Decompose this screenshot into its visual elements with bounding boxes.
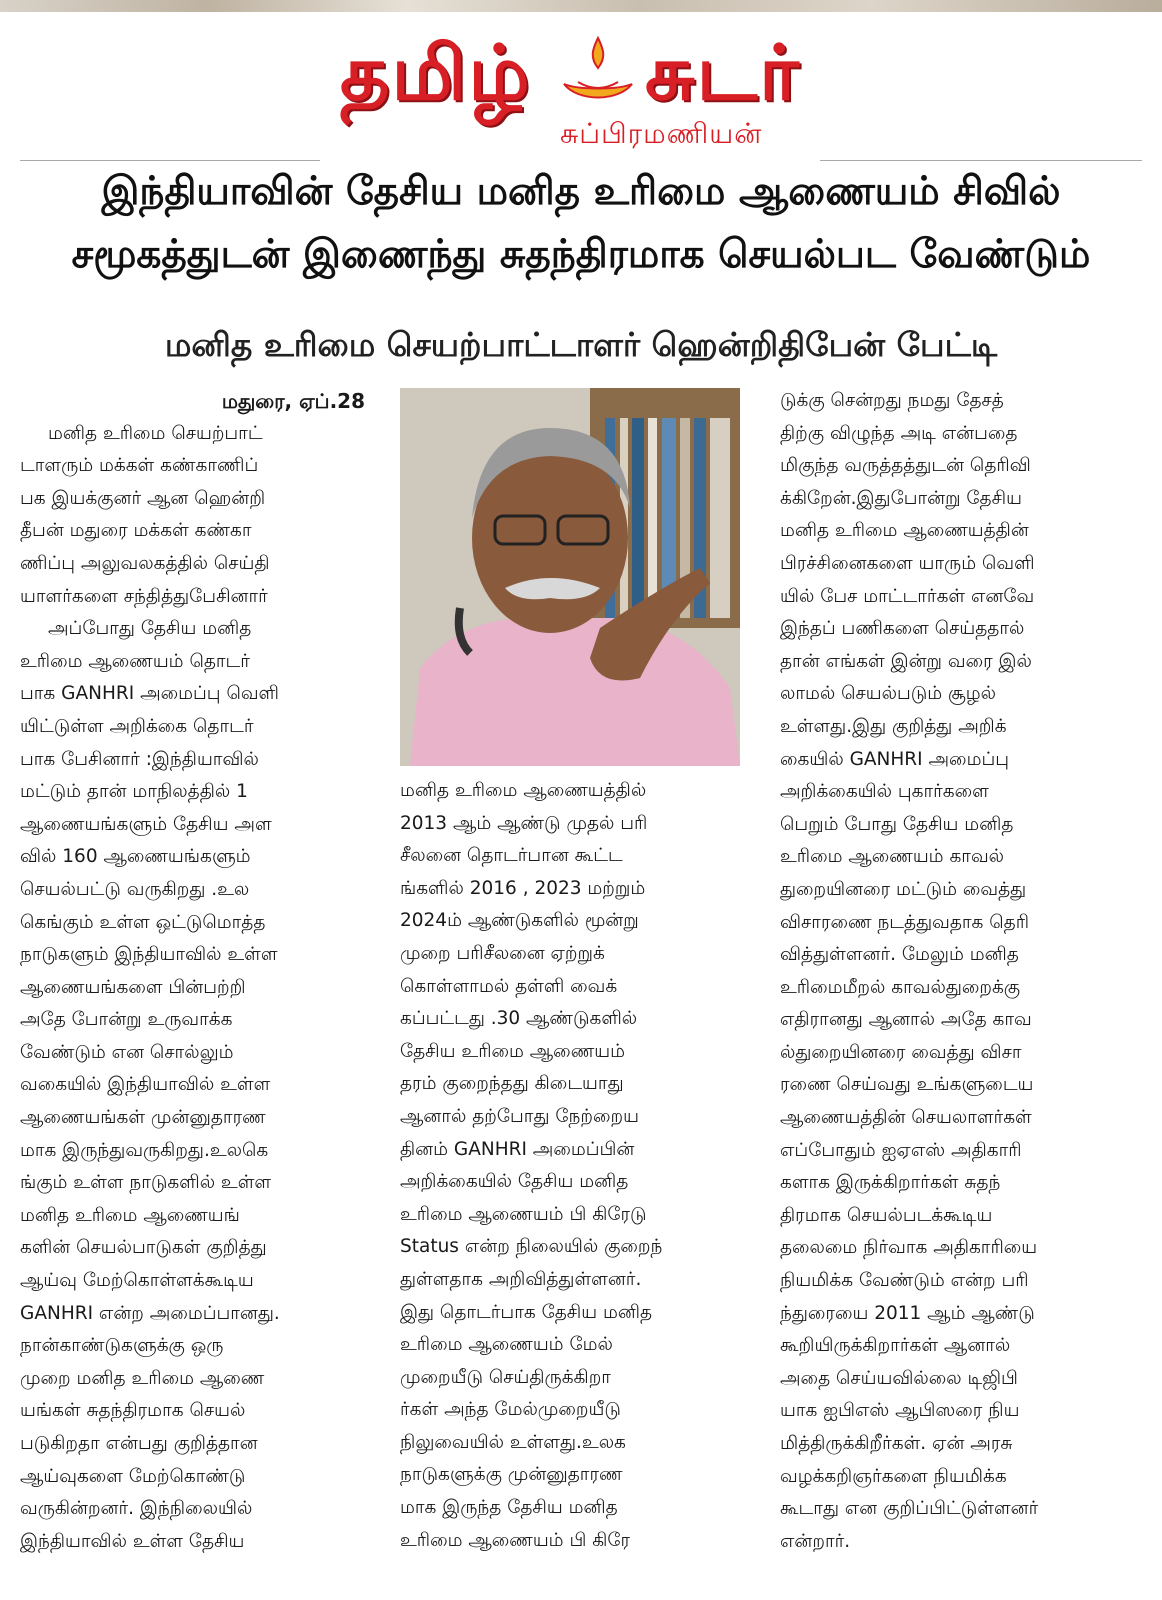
text-line: பக இயக்குனர் ஆன ஹென்றி bbox=[20, 487, 266, 509]
column-2-lines bbox=[400, 775, 745, 1557]
text-line: மனித உரிமை செயற்பாட் bbox=[48, 422, 263, 444]
text-line: வழக்கறிஞர்களை நியமிக்க bbox=[780, 1465, 1007, 1487]
text-line: நியமிக்க வேண்டும் என்ற பரி bbox=[780, 1270, 1029, 1292]
text-line: யாக ஐபிஎஸ் ஆபிஸரை நிய bbox=[780, 1400, 1020, 1422]
text-line: முறை மனித உரிமை ஆணை bbox=[20, 1367, 265, 1389]
text-line: கையில் GANHRI அமைப்பு bbox=[780, 748, 1009, 770]
text-line: தரம் குறைந்தது கிடையாது bbox=[400, 1073, 624, 1095]
text-line: துறையினரை மட்டும் வைத்து bbox=[780, 878, 1027, 900]
text-line: க்கிறேன்.இதுபோன்று தேசிய bbox=[780, 487, 1022, 509]
text-line: யிட்டுள்ள அறிக்கை தொடர் bbox=[20, 715, 254, 737]
text-line: 2013 ஆம் ஆண்டு முதல் பரி bbox=[400, 812, 648, 834]
text-line: வருகின்றனர். இந்நிலையில் bbox=[20, 1498, 253, 1520]
text-line: ரணை செய்வது உங்களுடைய bbox=[780, 1074, 1034, 1096]
text-line: ந்துரையை 2011 ஆம் ஆண்டு bbox=[780, 1302, 1035, 1324]
text-line: வில் 160 ஆணையங்களும் bbox=[20, 846, 251, 868]
text-line: தினம் GANHRI அமைப்பின் bbox=[400, 1138, 635, 1160]
text-line: உரிமைமீறல் காவல்துறைக்கு bbox=[780, 976, 1021, 998]
text-line: என்றார். bbox=[780, 1530, 851, 1552]
text-line: மாக இருந்துவருகிறது.உலகெ bbox=[20, 1139, 269, 1161]
article-column-3 bbox=[780, 385, 1125, 1558]
text-line: ங்களில் 2016 , 2023 மற்றும் bbox=[400, 877, 646, 899]
text-line: ஆணையங்கள் முன்னுதாரண bbox=[20, 1107, 266, 1129]
oil-lamp-icon bbox=[558, 32, 638, 112]
text-line: ங்கும் உள்ள நாடுகளில் உள்ள bbox=[20, 1172, 272, 1194]
text-line: தான் எங்கள் இன்று வரை இல் bbox=[780, 650, 1032, 672]
article-headline bbox=[10, 160, 1152, 286]
text-line: பாக பேசினார் :இந்தியாவில் bbox=[20, 748, 259, 770]
text-line: நிலுவையில் உள்ளது.உலக bbox=[400, 1431, 626, 1453]
text-line: அப்போது தேசிய மனித bbox=[48, 618, 252, 640]
text-line: அறிக்கையில் புகார்களை bbox=[780, 781, 989, 803]
text-line: எதிரானது ஆனால் அதே காவ bbox=[780, 1009, 1032, 1031]
text-line: யாளர்களை சந்தித்துபேசினார் bbox=[20, 585, 268, 607]
text-line: Status என்ற நிலையில் குறைந் bbox=[400, 1236, 663, 1258]
text-line: ர்கள் அந்த மேல்முறையீடு bbox=[400, 1399, 621, 1421]
text-line: ல்துறையினரை வைத்து விசா bbox=[780, 1041, 1022, 1063]
text-line: லாமல் செயல்படும் சூழல் bbox=[780, 683, 997, 705]
text-line: நான்காண்டுகளுக்கு ஒரு bbox=[20, 1335, 224, 1357]
text-line: வித்துள்ளனர். மேலும் மனித bbox=[780, 944, 1019, 966]
text-line: திற்கு விழுந்த அடி என்பதை bbox=[780, 422, 1018, 444]
text-line: மட்டும் தான் மாநிலத்தில் 1 bbox=[20, 781, 248, 803]
text-line: துள்ளதாக அறிவித்துள்ளனர். bbox=[400, 1268, 642, 1290]
headline-line-1: இந்தியாவின் தேசிய மனித உரிமை ஆணையம் சிவில் bbox=[101, 169, 1061, 214]
text-line: உரிமை ஆணையம் பி கிரே bbox=[400, 1529, 631, 1551]
article-column-2 bbox=[400, 775, 745, 1557]
text-line: தீபன் மதுரை மக்கள் கண்கா bbox=[20, 520, 252, 542]
text-line: ஆணையத்தின் செயலாளர்கள் bbox=[780, 1107, 1032, 1129]
text-line: அதை செய்யவில்லை டிஜிபி bbox=[780, 1367, 1018, 1389]
text-line: உரிமை ஆணையம் காவல் bbox=[780, 846, 1005, 868]
text-line: கப்பட்டது .30 ஆண்டுகளில் bbox=[400, 1008, 638, 1030]
text-line: விசாரணை நடத்துவதாக தெரி bbox=[780, 911, 1030, 933]
text-line: மனித உரிமை ஆணையத்தின் bbox=[780, 520, 1029, 542]
text-line: ணிப்பு அலுவலகத்தில் செய்தி bbox=[20, 552, 270, 574]
text-line: GANHRI என்ற அமைப்பானது. bbox=[20, 1302, 280, 1324]
text-line: இது தொடர்பாக தேசிய மனித bbox=[400, 1301, 653, 1323]
text-line: தலைமை நிர்வாக அதிகாரியை bbox=[780, 1237, 1038, 1259]
column-3-lines bbox=[780, 385, 1125, 1558]
text-line: நாடுகளுக்கு முன்னுதாரண bbox=[400, 1464, 623, 1486]
text-line: பெறும் போது தேசிய மனித bbox=[780, 813, 1014, 835]
text-line: இந்தப் பணிகளை செய்ததால் bbox=[780, 618, 1025, 640]
text-line: வேண்டும் என சொல்லும் bbox=[20, 1041, 234, 1063]
text-line: இந்தியாவில் உள்ள தேசிய bbox=[20, 1530, 245, 1552]
article-subhead: மனித உரிமை செயற்பாட்டாளர் ஹென்றிதிபேன் பேட்டி bbox=[164, 325, 998, 364]
text-line: உரிமை ஆணையம் மேல் bbox=[400, 1334, 613, 1356]
text-line: கூடாது என குறிப்பிட்டுள்ளனர் bbox=[780, 1498, 1039, 1520]
text-line: முறையீடு செய்திருக்கிறா bbox=[400, 1366, 611, 1388]
text-line: உரிமை ஆணையம் தொடர் bbox=[20, 650, 250, 672]
text-line: பாக GANHRI அமைப்பு வெளி bbox=[20, 683, 279, 705]
dateline: மதுரை, ஏப்.28 bbox=[221, 389, 365, 413]
text-line: மனித உரிமை ஆணையங் bbox=[20, 1204, 240, 1226]
text-line: டுக்கு சென்றது நமது தேசத் bbox=[780, 390, 1004, 411]
text-line: சீலனை தொடர்பான கூட்ட bbox=[400, 845, 623, 867]
masthead-subtitle: சுப்பிரமணியன் bbox=[560, 117, 763, 150]
text-line: எப்போதும் ஐஏஎஸ் அதிகாரி bbox=[780, 1139, 1022, 1161]
text-line: ஆணையங்களும் தேசிய அள bbox=[20, 813, 272, 835]
text-line: உரிமை ஆணையம் பி கிரேடு bbox=[400, 1203, 647, 1225]
text-line: நாடுகளும் இந்தியாவில் உள்ள bbox=[20, 944, 278, 966]
text-line: களின் செயல்பாடுகள் குறித்து bbox=[20, 1237, 267, 1259]
text-line: 2024ம் ஆண்டுகளில் மூன்று bbox=[400, 910, 639, 932]
text-line: ஆய்வுகளை மேற்கொண்டு bbox=[20, 1465, 246, 1487]
portrait-photo bbox=[400, 388, 740, 766]
text-line: கொள்ளாமல் தள்ளி வைக் bbox=[400, 975, 618, 997]
text-line: வகையில் இந்தியாவில் உள்ள bbox=[20, 1074, 271, 1096]
text-line: மாக இருந்த தேசிய மனித bbox=[400, 1497, 618, 1519]
text-line: ஆனால் தற்போது நேற்றைய bbox=[400, 1105, 639, 1127]
text-line: ஆய்வு மேற்கொள்ளக்கூடிய bbox=[20, 1270, 254, 1292]
text-line: யில் பேச மாட்டார்கள் எனவே bbox=[780, 585, 1035, 607]
text-line: செயல்பட்டு வருகிறது .உல bbox=[20, 878, 250, 900]
text-line: யங்கள் சுதந்திரமாக செயல் bbox=[20, 1400, 246, 1422]
text-line: பிரச்சினைகளை யாரும் வெளி bbox=[780, 552, 1035, 574]
text-line: படுகிறதா என்பது குறித்தான bbox=[20, 1433, 258, 1454]
text-line: மிகுந்த வருத்தத்துடன் தெரிவி bbox=[780, 455, 1031, 477]
text-line: அதே போன்று உருவாக்க bbox=[20, 1009, 233, 1031]
text-line: முறை பரிசீலனை ஏற்றுக் bbox=[400, 942, 605, 964]
column-1-lines bbox=[20, 418, 365, 1559]
text-line: டாளரும் மக்கள் கண்காணிப் bbox=[20, 455, 259, 477]
text-line: கூறியிருக்கிறார்கள் ஆனால் bbox=[780, 1335, 1011, 1357]
text-line: அறிக்கையில் தேசிய மனித bbox=[400, 1171, 629, 1193]
text-line: கெங்கும் உள்ள ஒட்டுமொத்த bbox=[20, 911, 266, 933]
text-line: ஆணையங்களை பின்பற்றி bbox=[20, 976, 246, 998]
top-image-strip bbox=[0, 0, 1162, 12]
masthead bbox=[0, 20, 1162, 150]
masthead-title-right: சுடர் bbox=[645, 28, 801, 117]
text-line: திரமாக செயல்படக்கூடிய bbox=[780, 1204, 993, 1226]
text-line: உள்ளது.இது குறித்து அறிக் bbox=[780, 715, 1007, 737]
text-line: மனித உரிமை ஆணையத்தில் bbox=[400, 780, 647, 801]
masthead-title-left: தமிழ் bbox=[340, 28, 532, 117]
portrait-illustration bbox=[400, 388, 740, 766]
text-line: தேசிய உரிமை ஆணையம் bbox=[400, 1040, 625, 1062]
text-line: களாக இருக்கிறார்கள் சுதந் bbox=[780, 1172, 1001, 1194]
article-column-1 bbox=[20, 385, 365, 1558]
headline-line-2: சமூகத்துடன் இணைந்து சுதந்திரமாக செயல்பட வேண்டும் bbox=[71, 232, 1091, 277]
text-line: மித்திருக்கிறீர்கள். ஏன் அரசு bbox=[780, 1433, 1013, 1454]
